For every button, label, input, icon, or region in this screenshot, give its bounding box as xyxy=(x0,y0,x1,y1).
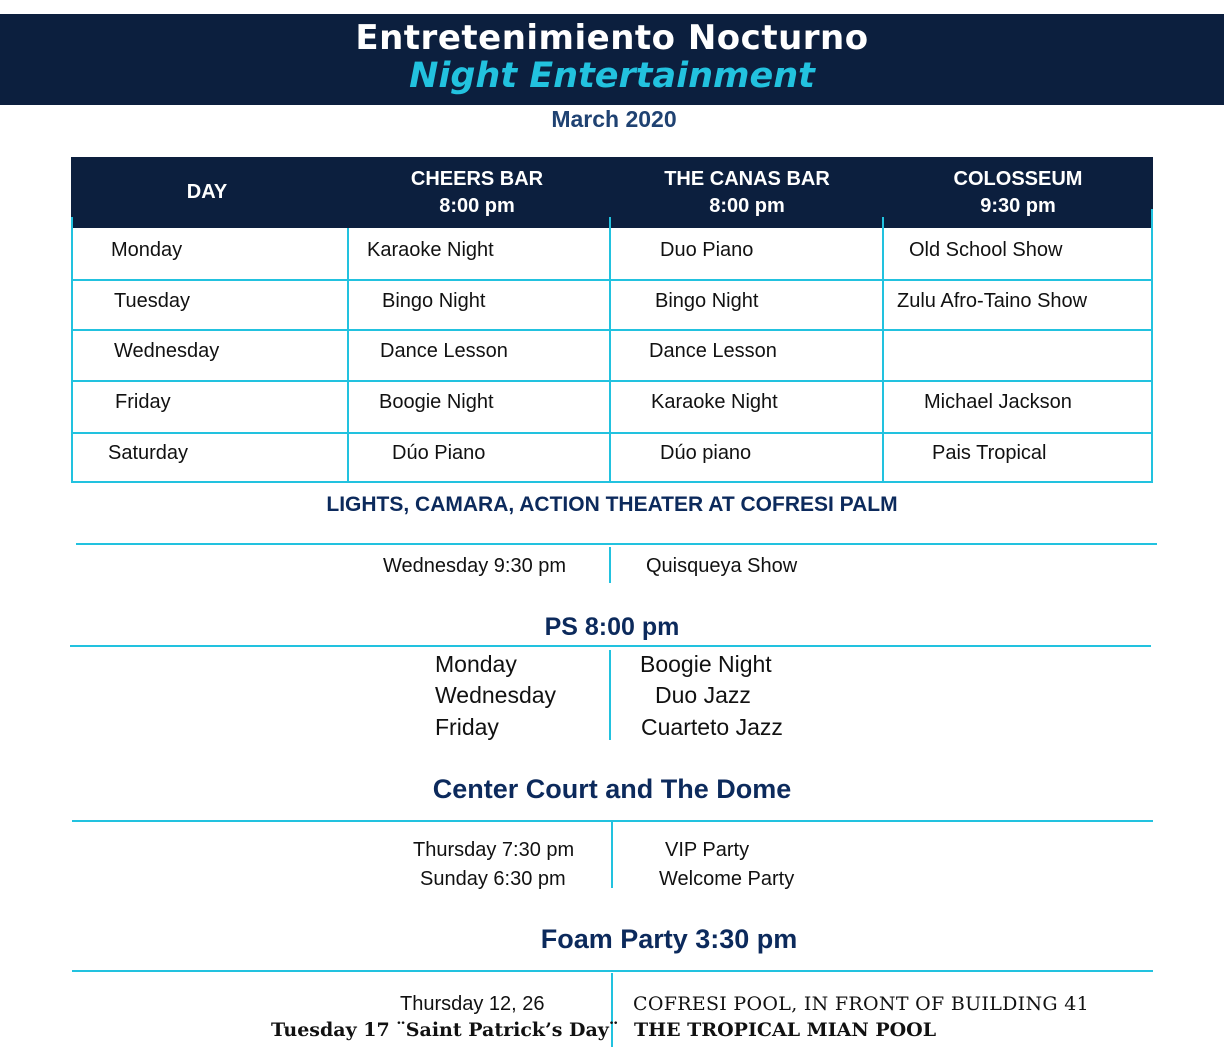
grid-line xyxy=(1151,209,1153,483)
cell-day: Tuesday xyxy=(114,290,190,312)
foam-party-date: Thursday 12, 26 xyxy=(400,993,545,1015)
cell-day: Monday xyxy=(111,239,183,261)
title-spanish: Entretenimiento Nocturno xyxy=(355,18,869,58)
grid-line xyxy=(347,228,349,483)
foam-party-title: Foam Party 3:30 pm xyxy=(540,924,798,954)
cell-cheers: Bingo Night xyxy=(382,290,486,312)
ps-show: Boogie Night xyxy=(640,651,772,677)
cell-canas: Dance Lesson xyxy=(649,340,777,362)
ps-title: PS 8:00 pm xyxy=(544,613,680,641)
center-court-show: VIP Party xyxy=(665,839,750,861)
divider xyxy=(72,970,1153,972)
center-court-time: Sunday 6:30 pm xyxy=(420,868,566,890)
grid-line xyxy=(882,217,884,483)
col-header-day: DAY xyxy=(186,181,228,203)
grid-line xyxy=(71,329,1153,331)
grid-line xyxy=(71,279,1153,281)
col-header-cheers-bar: CHEERS BAR 8:00 pm xyxy=(410,167,544,217)
foam-party-location: COFRESI POOL, IN FRONT OF BUILDING 41 xyxy=(633,993,1089,1015)
title-english: Night Entertainment xyxy=(409,56,815,96)
ps-day: Wednesday xyxy=(435,682,557,708)
schedule-table xyxy=(71,157,1153,483)
month-label: March 2020 xyxy=(551,106,677,132)
divider xyxy=(611,822,613,888)
grid-line xyxy=(71,432,1153,434)
ps-day: Friday xyxy=(435,714,499,740)
cell-day: Friday xyxy=(115,391,171,413)
cell-colosseum: Pais Tropical xyxy=(932,442,1047,464)
foam-party-date: Tuesday 17 ¨Saint Patrick’s Day¨ xyxy=(271,1019,619,1041)
ps-day: Monday xyxy=(435,651,517,677)
ps-show: Cuarteto Jazz xyxy=(641,714,783,740)
theater-show: Quisqueya Show xyxy=(646,555,798,577)
cell-canas: Karaoke Night xyxy=(651,391,778,413)
cell-colosseum: Michael Jackson xyxy=(924,391,1072,413)
ps-show: Duo Jazz xyxy=(655,682,751,708)
cell-day: Wednesday xyxy=(114,340,220,362)
theater-title: LIGHTS, CAMARA, ACTION THEATER AT COFRESI PALM xyxy=(326,493,898,516)
cell-day: Saturday xyxy=(108,442,189,464)
grid-line xyxy=(609,217,611,483)
cell-canas: Duo Piano xyxy=(660,239,754,261)
grid-line xyxy=(71,481,1153,483)
divider xyxy=(609,650,611,740)
cell-colosseum: Zulu Afro-Taino Show xyxy=(897,290,1088,312)
divider xyxy=(70,645,1151,647)
foam-party-location: THE TROPICAL MIAN POOL xyxy=(634,1019,937,1041)
cell-cheers: Dúo Piano xyxy=(392,442,486,464)
cell-cheers: Boogie Night xyxy=(379,391,494,413)
divider xyxy=(609,547,611,583)
cell-canas: Dúo piano xyxy=(660,442,752,464)
theater-time: Wednesday 9:30 pm xyxy=(383,555,567,577)
center-court-title: Center Court and The Dome xyxy=(432,774,792,804)
grid-line xyxy=(71,380,1153,382)
grid-line xyxy=(71,217,73,483)
center-court-time: Thursday 7:30 pm xyxy=(413,839,575,861)
col-header-colosseum: COLOSSEUM 9:30 pm xyxy=(953,167,1083,217)
divider xyxy=(76,543,1157,545)
col-header-canas-bar: THE CANAS BAR 8:00 pm xyxy=(664,167,830,217)
cell-cheers: Karaoke Night xyxy=(367,239,494,261)
cell-colosseum: Old School Show xyxy=(909,239,1063,261)
center-court-show: Welcome Party xyxy=(659,868,795,890)
cell-cheers: Dance Lesson xyxy=(380,340,508,362)
cell-canas: Bingo Night xyxy=(655,290,759,312)
